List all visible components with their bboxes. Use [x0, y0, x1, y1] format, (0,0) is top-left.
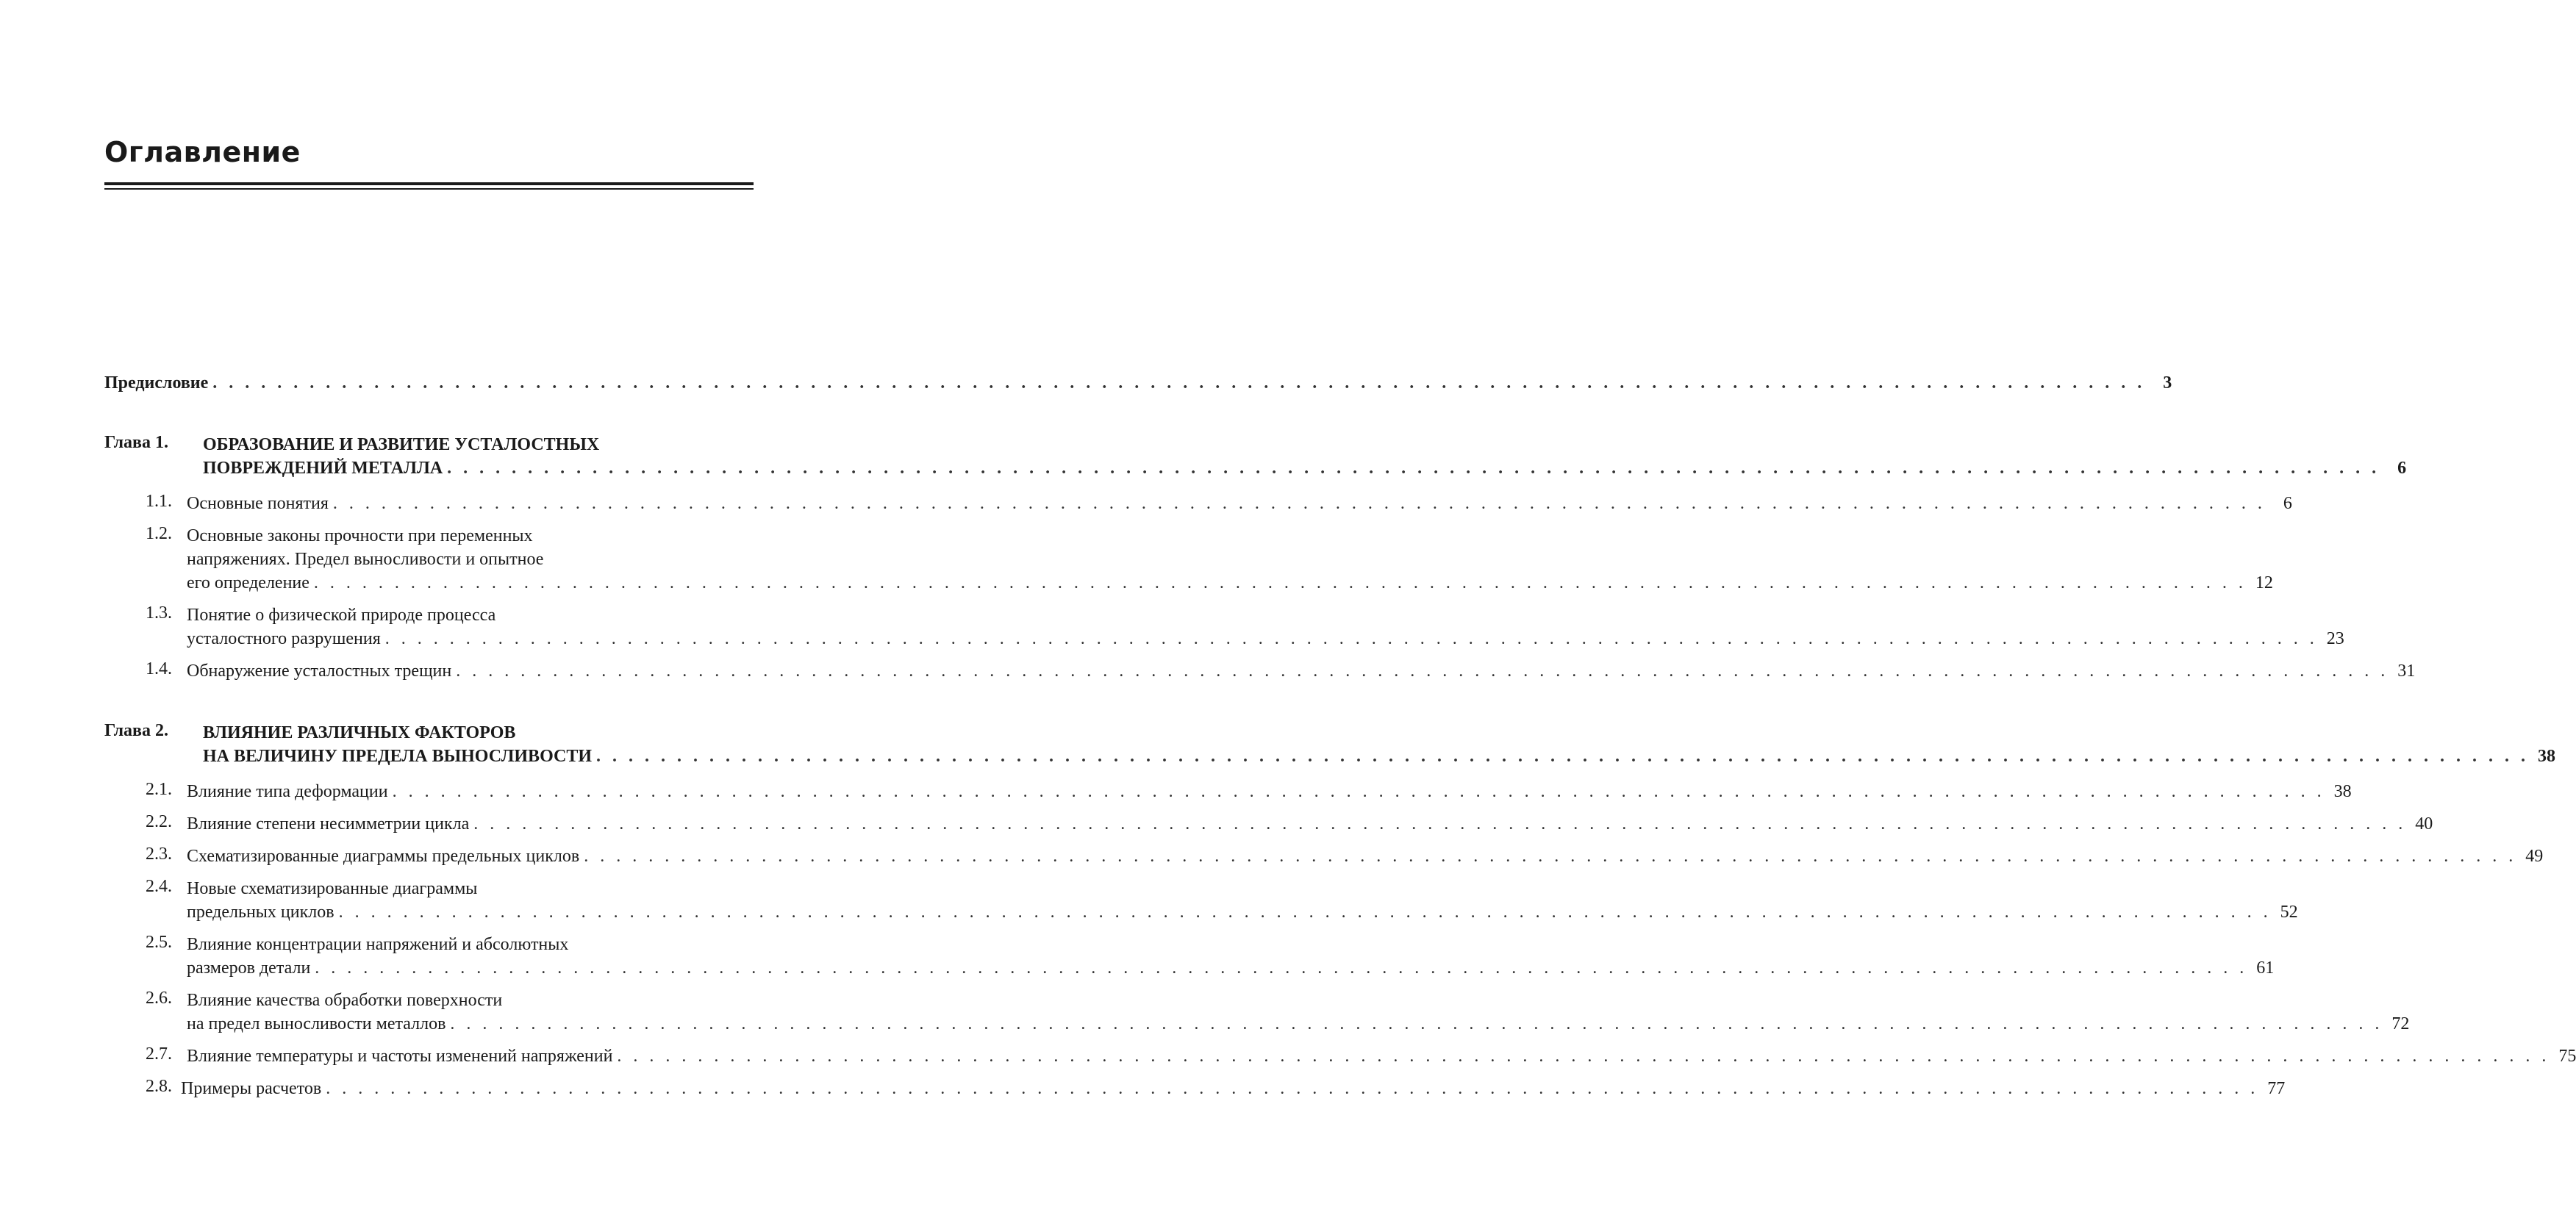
preface-label: Предисловие [104, 373, 209, 393]
toc-entry-section[interactable] [104, 659, 2416, 683]
toc-entry-chapter[interactable] [104, 721, 2556, 768]
section-title-line [187, 524, 754, 548]
table-of-contents [104, 371, 2576, 1100]
section-title [187, 845, 2544, 868]
section-number: 1.4. [146, 659, 172, 678]
title-rule-thin [104, 188, 754, 190]
page-number: 72 [2391, 1014, 2410, 1033]
chapter-title-text: НА ВЕЛИЧИНУ ПРЕДЕЛА ВЫНОСЛИВОСТИ [203, 747, 593, 766]
page-number: 23 [2326, 629, 2344, 648]
chapter-number: Глава 1. [104, 433, 168, 452]
page-number: 75 [2558, 1047, 2576, 1066]
section-title [187, 1044, 2576, 1068]
section-title-line [187, 900, 2298, 924]
page-number: 6 [2397, 459, 2407, 478]
chapter-title-text: ВЛИЯНИЕ РАЗЛИЧНЫХ ФАКТОРОВ [203, 723, 516, 742]
section-title-line [187, 877, 754, 900]
page-number: 52 [2280, 903, 2298, 922]
chapter-title-line [203, 745, 2556, 768]
toc-entry-preface[interactable] [104, 371, 2172, 395]
toc-entry-section[interactable] [104, 492, 2292, 515]
section-number: 2.5. [146, 933, 172, 952]
section-title-text: Обнаружение усталостных трещин [187, 662, 452, 681]
page-number: 61 [2256, 958, 2275, 978]
dot-leader: . . . . . . . . . . . . . . . . . . . . . . . . . . . . . . . . . . . . . . . . . . . . . . . . . . . . . . . . . . . . . . . . . . . . . . . . . . . . . . . . . . . . . . . . . . . . . . . . . . . . . . . . . . . . . . . . . . . . . . . . [447, 459, 2380, 478]
section-title [187, 492, 2292, 515]
section-title-line [187, 780, 2352, 803]
dot-leader: . . . . . . . . . . . . . . . . . . . . . . . . . . . . . . . . . . . . . . . . . . . . . . . . . . . . . . . . . . . . . . . . . . . . . . . . . . . . . . . . . . . . . . . . . . . . . . . . . . . . . . . . . . . . . . . . . . . . . . . . [212, 373, 2146, 393]
section-title-text: напряжениях. Предел выносливости и опытное [187, 550, 544, 569]
dot-leader: . . . . . . . . . . . . . . . . . . . . . . . . . . . . . . . . . . . . . . . . . . . . . . . . . . . . . . . . . . . . . . . . . . . . . . . . . . . . . . . . . . . . . . . . . . . . . . . . . . . . . . . . . . . . . . . . . . . . . . . . [313, 573, 2247, 592]
section-title-line [187, 933, 754, 956]
page-number: 38 [2333, 782, 2352, 801]
section-title-text: усталостного разрушения [187, 629, 381, 648]
chapter-title [203, 721, 2556, 768]
section-title-line [187, 812, 2433, 836]
dot-leader: . . . . . . . . . . . . . . . . . . . . . . . . . . . . . . . . . . . . . . . . . . . . . . . . . . . . . . . . . . . . . . . . . . . . . . . . . . . . . . . . . . . . . . . . . . . . . . . . . . . . . . . . . . . . . . . . . . . . . . . . [450, 1014, 2383, 1033]
chapter-number: Глава 2. [104, 721, 168, 740]
section-title-text: Влияние качества обработки поверхности [187, 991, 503, 1010]
dot-leader: . . . . . . . . . . . . . . . . . . . . . . . . . . . . . . . . . . . . . . . . . . . . . . . . . . . . . . . . . . . . . . . . . . . . . . . . . . . . . . . . . . . . . . . . . . . . . . . . . . . . . . . . . . . . . . . . . . . . . . . . [584, 847, 2517, 866]
section-title [181, 1077, 2286, 1100]
section-title [187, 780, 2352, 803]
section-title-line [187, 956, 2275, 980]
page-number: 6 [2283, 494, 2292, 513]
page-number: 12 [2255, 573, 2273, 592]
dot-leader: . . . . . . . . . . . . . . . . . . . . . . . . . . . . . . . . . . . . . . . . . . . . . . . . . . . . . . . . . . . . . . . . . . . . . . . . . . . . . . . . . . . . . . . . . . . . . . . . . . . . . . . . . . . . . . . . . . . . . . . . [392, 782, 2325, 801]
page-number: 49 [2525, 847, 2544, 866]
section-title-line [187, 492, 2292, 515]
section-number: 1.3. [146, 603, 172, 623]
section-title-text: Влияние типа деформации [187, 782, 388, 801]
section-number: 2.4. [146, 877, 172, 896]
dot-leader: . . . . . . . . . . . . . . . . . . . . . . . . . . . . . . . . . . . . . . . . . . . . . . . . . . . . . . . . . . . . . . . . . . . . . . . . . . . . . . . . . . . . . . . . . . . . . . . . . . . . . . . . . . . . . . . . . . . . . . . . [596, 747, 2530, 766]
chapter-title-line [203, 433, 754, 456]
page-number: 31 [2397, 662, 2416, 681]
dot-leader: . . . . . . . . . . . . . . . . . . . . . . . . . . . . . . . . . . . . . . . . . . . . . . . . . . . . . . . . . . . . . . . . . . . . . . . . . . . . . . . . . . . . . . . . . . . . . . . . . . . . . . . . . . . . . . . . . . . . . . . . [326, 1079, 2259, 1098]
dot-leader: . . . . . . . . . . . . . . . . . . . . . . . . . . . . . . . . . . . . . . . . . . . . . . . . . . . . . . . . . . . . . . . . . . . . . . . . . . . . . . . . . . . . . . . . . . . . . . . . . . . . . . . . . . . . . . . . . . . . . . . . [332, 494, 2266, 513]
page-number: 40 [2415, 814, 2433, 834]
section-number: 2.6. [146, 989, 172, 1008]
toc-entry-chapter[interactable] [104, 433, 2407, 480]
section-number: 1.1. [146, 492, 172, 511]
section-number: 2.2. [146, 812, 172, 831]
section-number: 2.3. [146, 845, 172, 864]
title-rule-thick [104, 182, 754, 185]
section-title-text: Основные понятия [187, 494, 329, 513]
toc-entry-section[interactable] [104, 524, 2273, 595]
dot-leader: . . . . . . . . . . . . . . . . . . . . . . . . . . . . . . . . . . . . . . . . . . . . . . . . . . . . . . . . . . . . . . . . . . . . . . . . . . . . . . . . . . . . . . . . . . . . . . . . . . . . . . . . . . . . . . . . . . . . . . . . [338, 903, 2272, 922]
section-title-text: Влияние концентрации напряжений и абсолютных [187, 935, 569, 954]
section-title-line [187, 548, 754, 571]
section-number: 2.7. [146, 1044, 172, 1064]
section-title [187, 812, 2433, 836]
section-title-text: Основные законы прочности при переменных [187, 526, 533, 545]
section-title-text: Примеры расчетов [181, 1079, 322, 1098]
chapter-title-text: ОБРАЗОВАНИЕ И РАЗВИТИЕ УСТАЛОСТНЫХ [203, 435, 600, 454]
toc-entry-section[interactable] [104, 1044, 2576, 1068]
page-number: 38 [2538, 747, 2556, 766]
toc-entry-section[interactable] [104, 933, 2275, 980]
dot-leader: . . . . . . . . . . . . . . . . . . . . . . . . . . . . . . . . . . . . . . . . . . . . . . . . . . . . . . . . . . . . . . . . . . . . . . . . . . . . . . . . . . . . . . . . . . . . . . . . . . . . . . . . . . . . . . . . . . . . . . . . [384, 629, 2318, 648]
section-title-text: его определение [187, 573, 310, 592]
section-title-line [187, 845, 2544, 868]
section-title-text: предельных циклов [187, 903, 334, 922]
page-title: Оглавление [104, 136, 301, 168]
section-title-line [181, 1077, 2286, 1100]
section-number: 2.1. [146, 780, 172, 799]
section-number: 1.2. [146, 524, 172, 543]
chapter-title-line [203, 721, 754, 745]
section-title [187, 933, 2275, 980]
section-title-line [187, 1012, 2410, 1036]
section-title-text: Новые схематизированные диаграммы [187, 879, 478, 898]
section-title-text: Схематизированные диаграммы предельных циклов [187, 847, 580, 866]
section-title-text: на предел выносливости металлов [187, 1014, 446, 1033]
section-title [187, 989, 2410, 1036]
toc-entry-section[interactable] [104, 1077, 2286, 1100]
section-title [187, 877, 2298, 924]
dot-leader: . . . . . . . . . . . . . . . . . . . . . . . . . . . . . . . . . . . . . . . . . . . . . . . . . . . . . . . . . . . . . . . . . . . . . . . . . . . . . . . . . . . . . . . . . . . . . . . . . . . . . . . . . . . . . . . . . . . . . . . . [617, 1047, 2550, 1066]
dot-leader: . . . . . . . . . . . . . . . . . . . . . . . . . . . . . . . . . . . . . . . . . . . . . . . . . . . . . . . . . . . . . . . . . . . . . . . . . . . . . . . . . . . . . . . . . . . . . . . . . . . . . . . . . . . . . . . . . . . . . . . . [456, 662, 2389, 681]
toc-entry-section[interactable] [104, 812, 2433, 836]
dot-leader: . . . . . . . . . . . . . . . . . . . . . . . . . . . . . . . . . . . . . . . . . . . . . . . . . . . . . . . . . . . . . . . . . . . . . . . . . . . . . . . . . . . . . . . . . . . . . . . . . . . . . . . . . . . . . . . . . . . . . . . . [315, 958, 2248, 978]
toc-entry-section[interactable] [104, 989, 2410, 1036]
chapter-title [203, 433, 2407, 480]
section-title [187, 524, 2273, 595]
page-number: 3 [2163, 373, 2172, 393]
section-title-line [187, 603, 754, 627]
section-title [187, 603, 2344, 650]
toc-entry-section[interactable] [104, 845, 2544, 868]
section-title-line [187, 1044, 2576, 1068]
section-title-line [187, 659, 2416, 683]
toc-entry-section[interactable] [104, 603, 2344, 650]
section-title [187, 659, 2416, 683]
toc-entry-section[interactable] [104, 780, 2352, 803]
section-title-text: Влияние температуры и частоты изменений напряжений [187, 1047, 613, 1066]
section-title-text: Влияние степени несимметрии цикла [187, 814, 470, 834]
chapter-title-text: ПОВРЕЖДЕНИЙ МЕТАЛЛА [203, 459, 443, 478]
page-number: 77 [2267, 1079, 2286, 1098]
toc-entry-section[interactable] [104, 877, 2298, 924]
dot-leader: . . . . . . . . . . . . . . . . . . . . . . . . . . . . . . . . . . . . . . . . . . . . . . . . . . . . . . . . . . . . . . . . . . . . . . . . . . . . . . . . . . . . . . . . . . . . . . . . . . . . . . . . . . . . . . . . . . . . . . . . [473, 814, 2407, 834]
section-title-text: Понятие о физической природе процесса [187, 606, 496, 625]
section-title-line [187, 627, 2344, 650]
section-title-line [187, 989, 754, 1012]
section-title-text: размеров детали [187, 958, 311, 978]
chapter-title-line [203, 456, 2407, 480]
section-title-line [187, 571, 2273, 595]
section-number: 2.8. [146, 1077, 172, 1096]
